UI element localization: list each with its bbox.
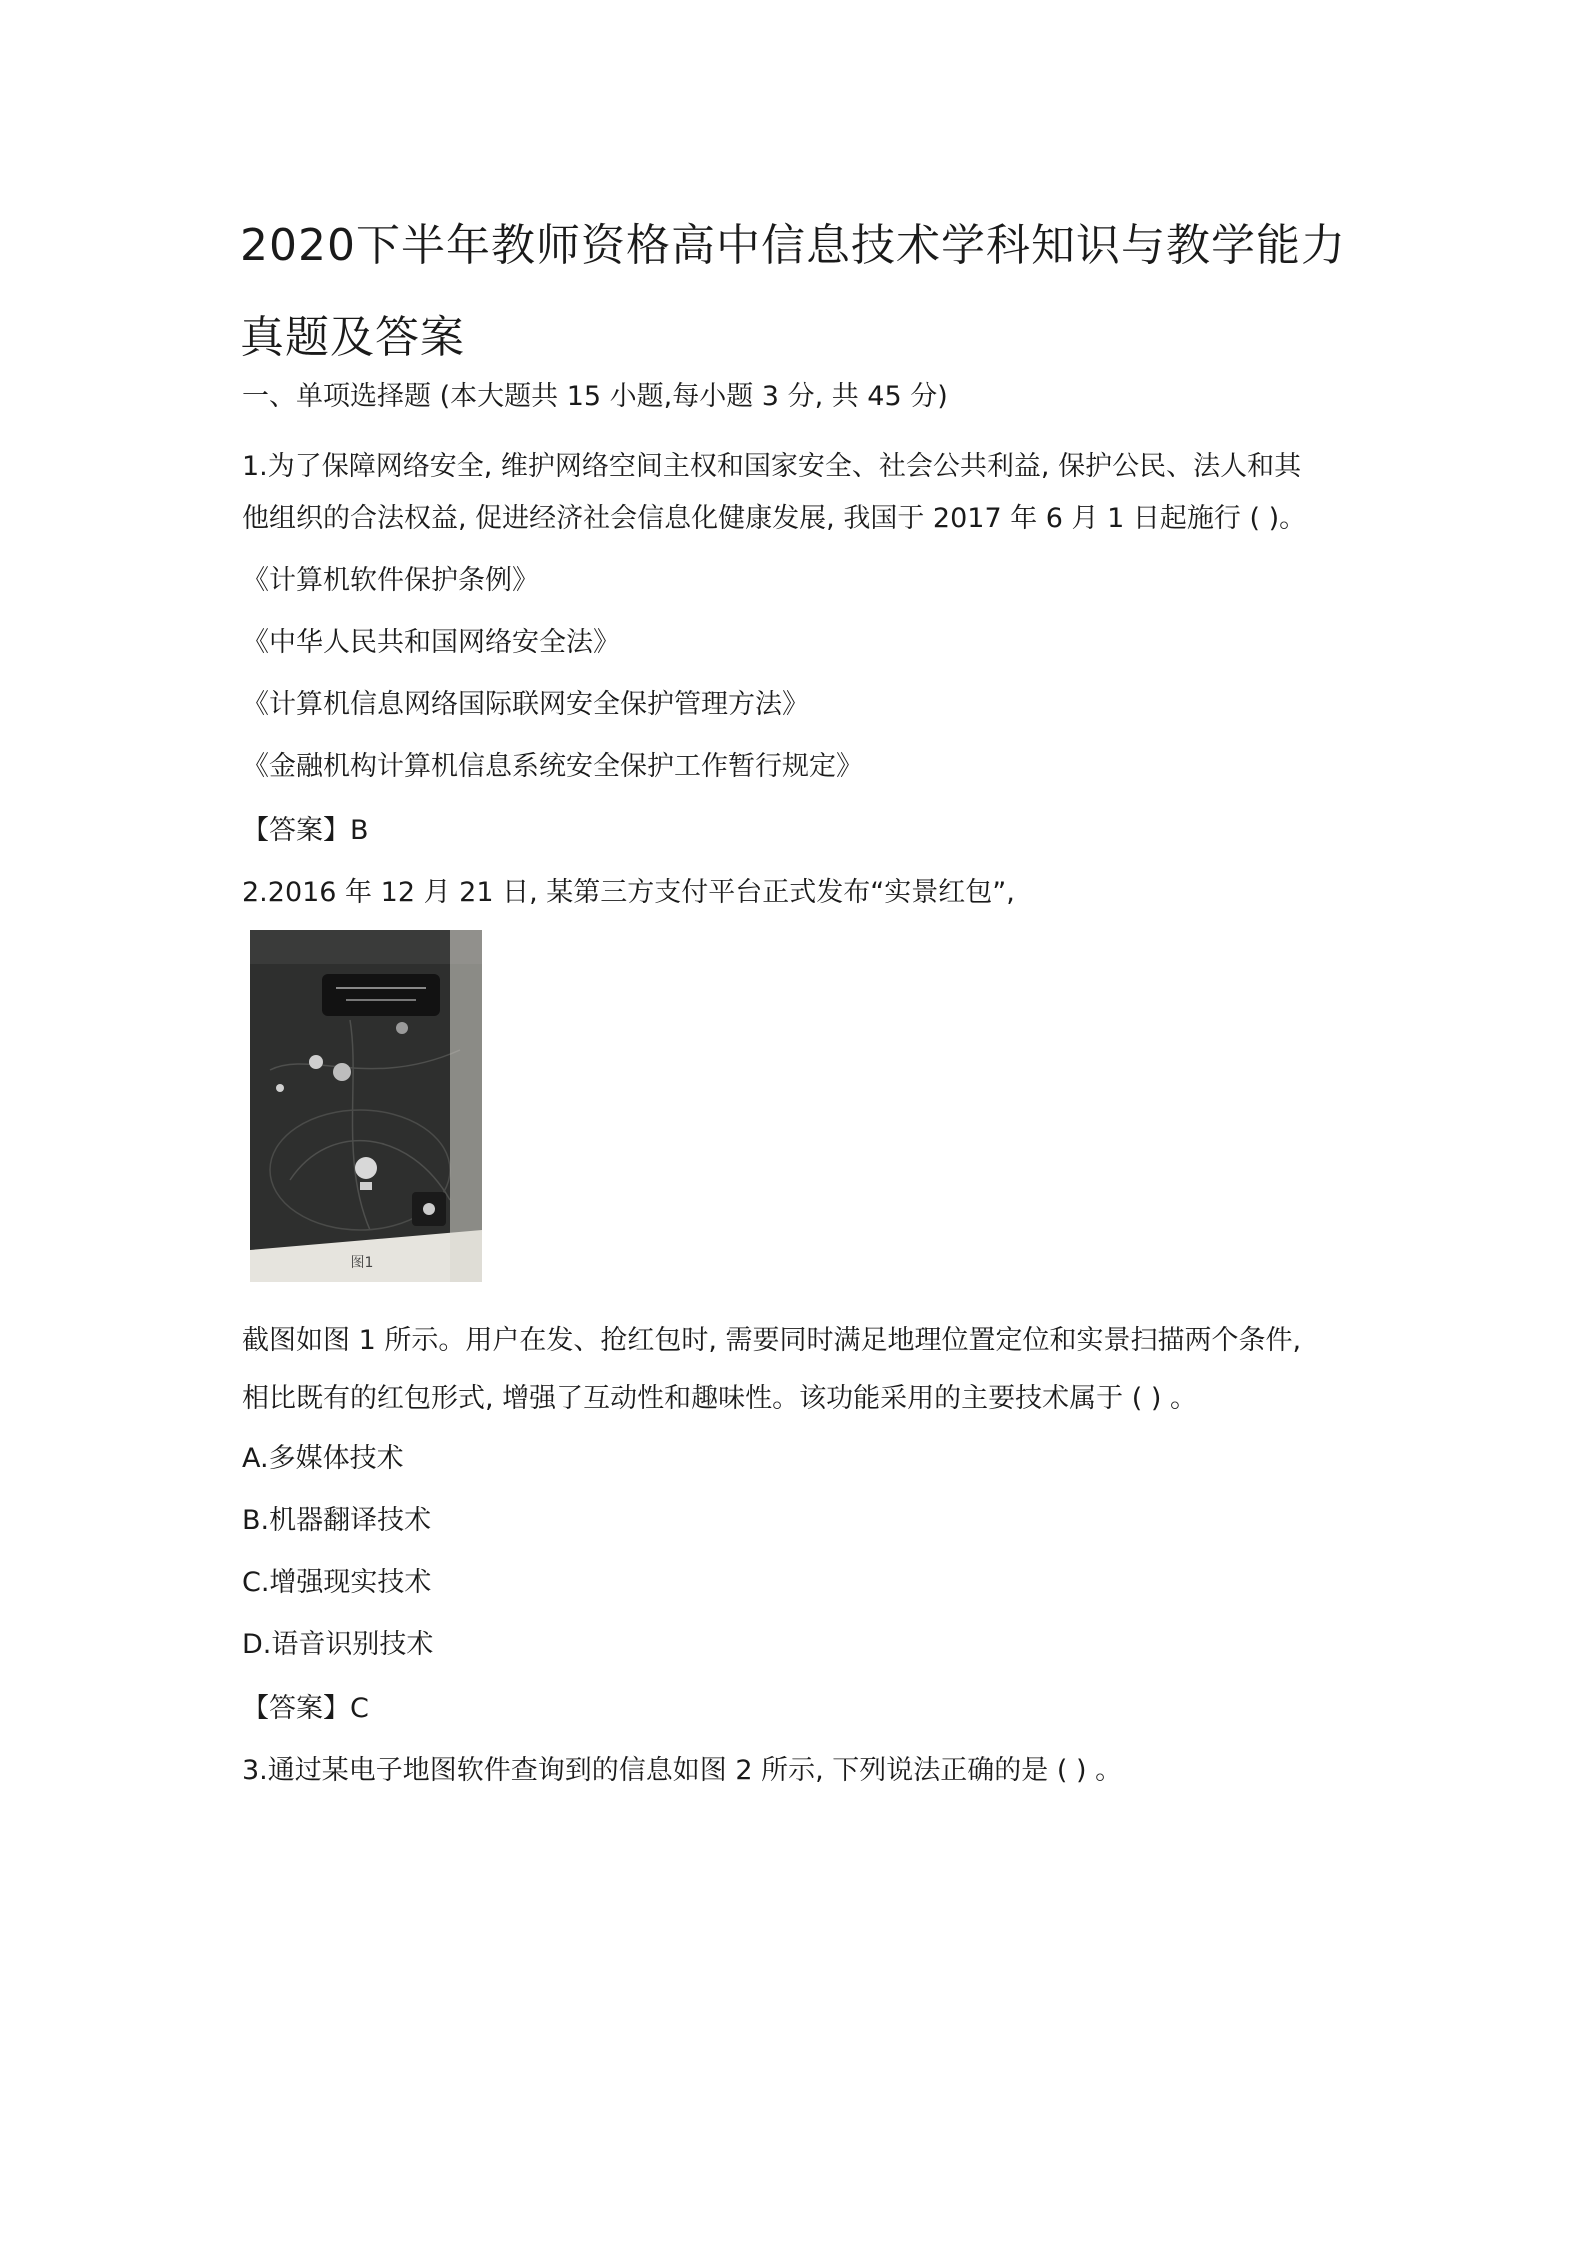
q2-option: C.增强现实技术: [242, 1567, 432, 1598]
q1-option: 《金融机构计算机信息系统安全保护工作暂行规定》: [242, 751, 863, 782]
q2-answer: 【答案】C: [242, 1693, 369, 1724]
q1-text-line1: 1.为了保障网络安全, 维护网络空间主权和国家安全、社会公共利益, 保护公民、法人和其: [242, 451, 1302, 482]
document-title: 2020下半年教师资格高中信息技术学科知识与教学能力真题及答案: [240, 220, 1346, 363]
q2-text-line1: 截图如图 1 所示。用户在发、抢红包时, 需要同时满足地理位置定位和实景扫描两个条件,: [242, 1325, 1302, 1356]
q3-intro: 3.通过某电子地图软件查询到的信息如图 2 所示, 下列说法正确的是 ( ) 。: [242, 1755, 1123, 1786]
q1-answer: 【答案】B: [242, 815, 369, 846]
q2-option: B.机器翻译技术: [242, 1505, 432, 1536]
q1-option: 《计算机软件保护条例》: [242, 565, 539, 596]
q1-option: 《中华人民共和国网络安全法》: [242, 627, 620, 658]
figure-caption: 图1: [350, 1255, 374, 1271]
q2-option: D.语音识别技术: [242, 1629, 434, 1660]
q2-intro: 2.2016 年 12 月 21 日, 某第三方支付平台正式发布“实景红包”,: [242, 877, 1015, 908]
figure-1-screenshot-photo: [250, 930, 482, 1282]
q1-text-line2: 他组织的合法权益, 促进经济社会信息化健康发展, 我国于 2017 年 6 月 1 日起施行 ( )。: [242, 503, 1307, 534]
section-heading: 一、单项选择题 (本大题共 15 小题,每小题 3 分, 共 45 分): [242, 381, 948, 412]
ar-red-packet-map-image: [250, 930, 482, 1282]
q2-text-line2: 相比既有的红包形式, 增强了互动性和趣味性。该功能采用的主要技术属于 ( ) 。: [242, 1383, 1197, 1414]
q1-option: 《计算机信息网络国际联网安全保护管理方法》: [242, 689, 809, 720]
q2-option: A.多媒体技术: [242, 1443, 404, 1474]
